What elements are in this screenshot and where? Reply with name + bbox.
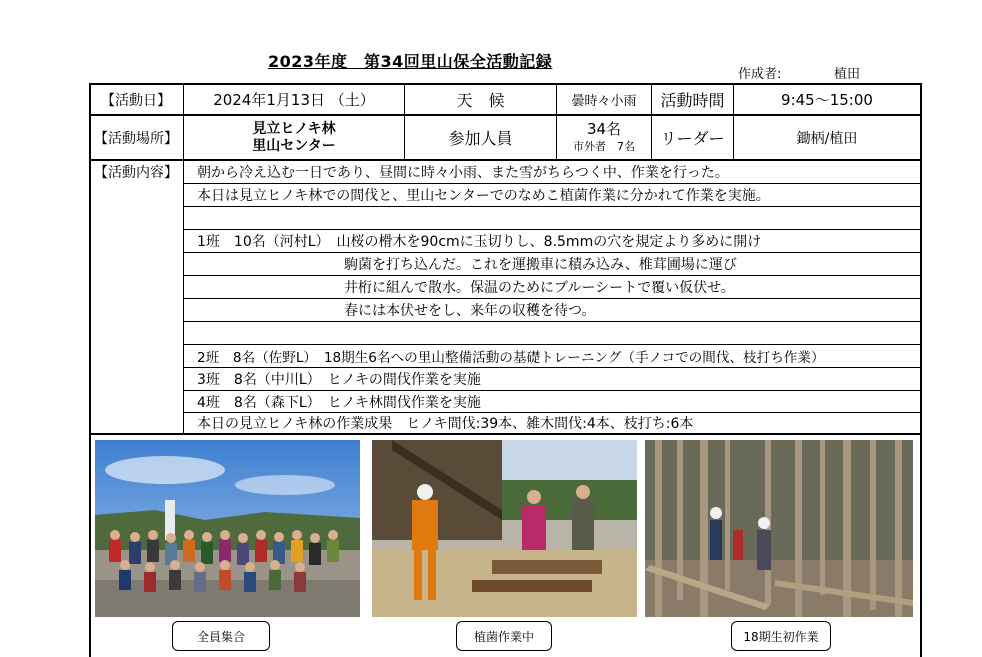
content-line: 駒菌を打ち込んだ。これを運搬車に積み込み、椎茸圃場に運び: [344, 257, 737, 273]
content-label: 【活動内容】: [94, 165, 178, 181]
content-line: 本日は見立ヒノキ林での間伐と、里山センターでのなめこ植菌作業に分かれて作業を実施。: [197, 188, 770, 204]
photo-inoculation: [372, 440, 637, 617]
content-line: 4班 8名（森下L） ヒノキ林間伐作業を実施: [197, 395, 481, 411]
content-line: 3班 8名（中川L） ヒノキの間伐作業を実施: [197, 372, 481, 388]
photo-group: [95, 440, 360, 617]
time-value: 9:45～15:00: [781, 91, 873, 109]
leader-value: 鋤柄/植田: [796, 130, 858, 147]
creator-name: 植田: [834, 67, 861, 82]
caption-group: 全員集合: [172, 621, 270, 651]
group-photo-image: [95, 440, 360, 617]
weather-value: 曇時々小雨: [571, 94, 637, 109]
content-line: [183, 322, 922, 344]
inoculation-photo-image: [372, 440, 637, 617]
place-label: 【活動場所】: [94, 130, 178, 147]
place-value: [184, 116, 404, 159]
creator-label: 作成者:: [738, 67, 782, 82]
participants-outside: 市外者 7名: [573, 139, 635, 153]
time-label: 活動時間: [660, 91, 725, 110]
content-line: 2班 8名（佐野L） 18期生6名への里山整備活動の基礎トレーニング（手ノコでの間伐、枝打ち作業）: [197, 350, 825, 366]
place-line-2: 里山センター: [252, 137, 336, 154]
weather-label: 天 候: [456, 91, 505, 110]
place-line-1: 見立ヒノキ林: [252, 120, 336, 137]
participants-value: [557, 116, 651, 159]
caption-inoculation: 植菌作業中: [456, 621, 552, 651]
content-line: 朝から冷え込む一日であり、昼間に時々小雨、また雪がちらつく中、作業を行った。: [197, 165, 729, 181]
participants-total: 34名: [586, 119, 622, 138]
content-line: 本日の見立ヒノキ林の作業成果 ヒノキ間伐:39本、雑木間伐:4本、枝打ち:6本: [197, 416, 694, 432]
row-divider: [89, 433, 922, 435]
content-line: 春には本伏せをし、来年の収穫を待つ。: [344, 303, 596, 319]
forest-photo-image: [645, 440, 913, 617]
photo-forest: [645, 440, 913, 617]
leader-label: リーダー: [660, 129, 725, 148]
content-line: 1班 10名（河村L） 山桜の榾木を90cmに玉切りし、8.5mmの穴を規定より多めに開け: [197, 234, 762, 250]
content-line: 井桁に組んで散水。保温のためにブルーシートで覆い仮伏せ。: [344, 280, 735, 296]
caption-forest: 18期生初作業: [731, 621, 831, 651]
date-value: 2024年1月13日 （土）: [213, 91, 375, 109]
content-line: [183, 207, 922, 229]
page-title: 2023年度 第34回里山保全活動記録: [268, 52, 553, 71]
participants-label: 参加人員: [448, 129, 513, 148]
date-label: 【活動日】: [101, 92, 171, 109]
